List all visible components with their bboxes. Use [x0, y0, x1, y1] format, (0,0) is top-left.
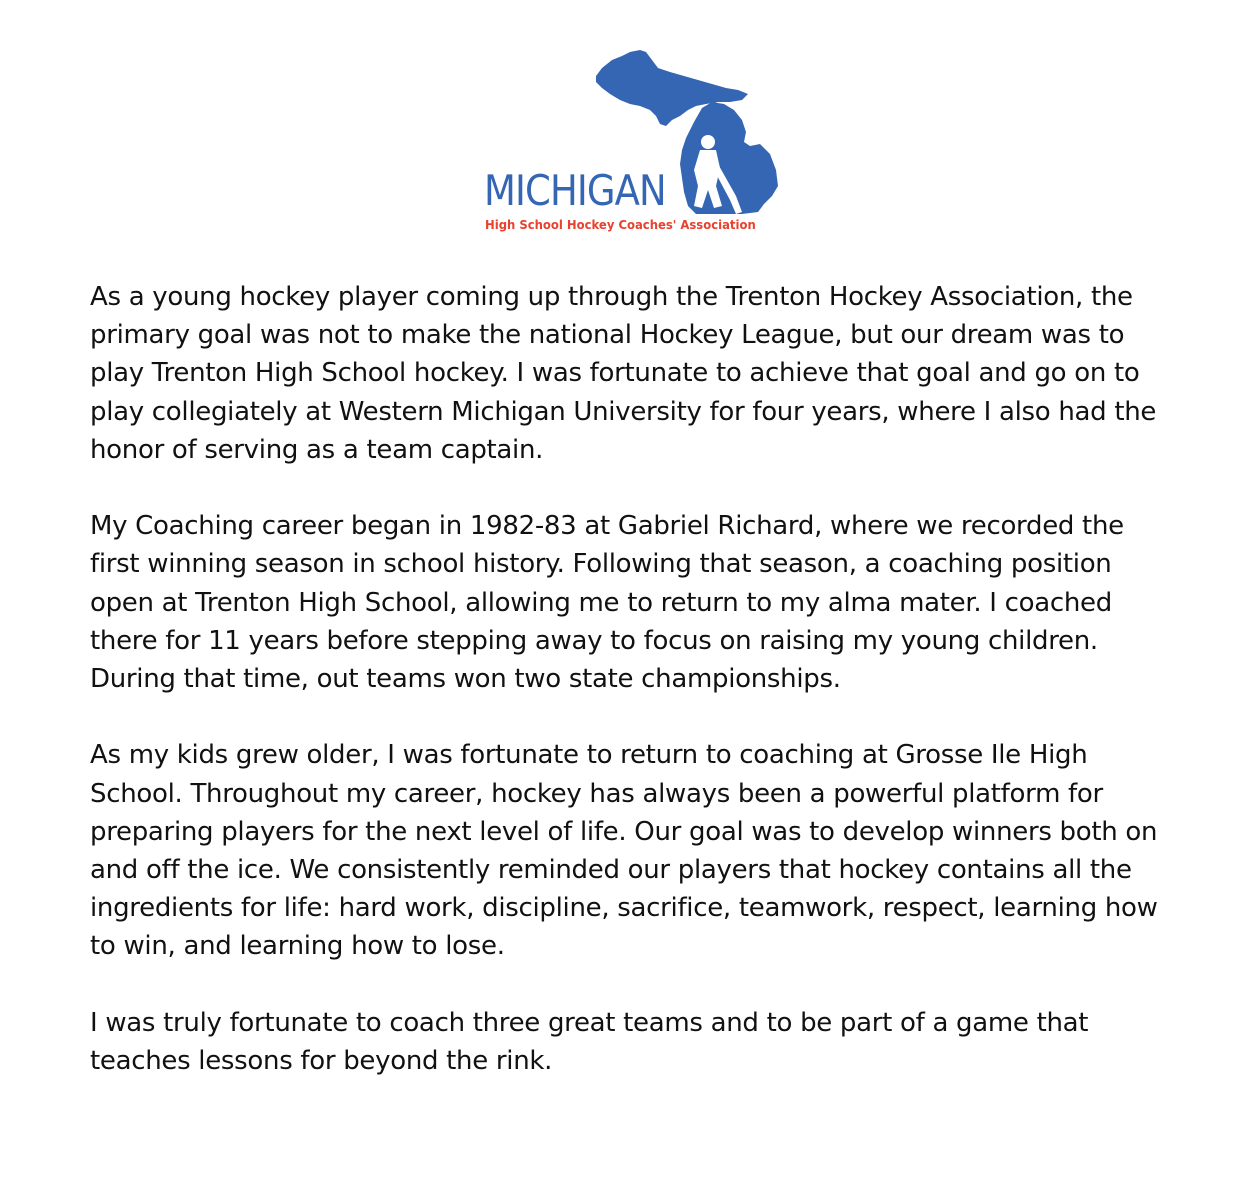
- paragraph-2: My Coaching career began in 1982-83 at Gabriel Richard, where we recorded the first winning season in school history. Following that season, a coaching position open at Trenton High School, allowing me to return to my alma mater. I coached there for 11 years before stepping away to focus on raising my young children. During that time, out teams won two state championships.: [90, 511, 1124, 695]
- association-logo: [480, 46, 780, 238]
- logo-tagline: High School Hockey Coaches' Association: [485, 217, 756, 232]
- paragraph-4: I was truly fortunate to coach three great teams and to be part of a game that teaches lessons for beyond the rink.: [90, 1007, 1089, 1077]
- paragraph-3: As my kids grew older, I was fortunate to return to coaching at Grosse Ile High School. Throughout my career, hockey has always been a powerful platform for preparing players for the next level of life. Our goal was to develop winners both on and off the ice. We consistently reminded our players that hockey contains all the ingredients for life: hard work, discipline, sacrifice, teamwork, respect, learning how to win, and learning how to lose.: [90, 740, 1158, 962]
- paragraph-1: As a young hockey player coming up through the Trenton Hockey Association, the primary goal was not to make the national Hockey League, but our dream was to play Trenton High School hockey. I was fortunate to achieve that goal and go on to play collegiately at Western Michigan University for four years, where I also had the honor of serving as a team captain.: [90, 282, 1157, 465]
- biography-text: [90, 278, 1180, 1118]
- logo-wordmark: MICHIGAN: [484, 166, 666, 215]
